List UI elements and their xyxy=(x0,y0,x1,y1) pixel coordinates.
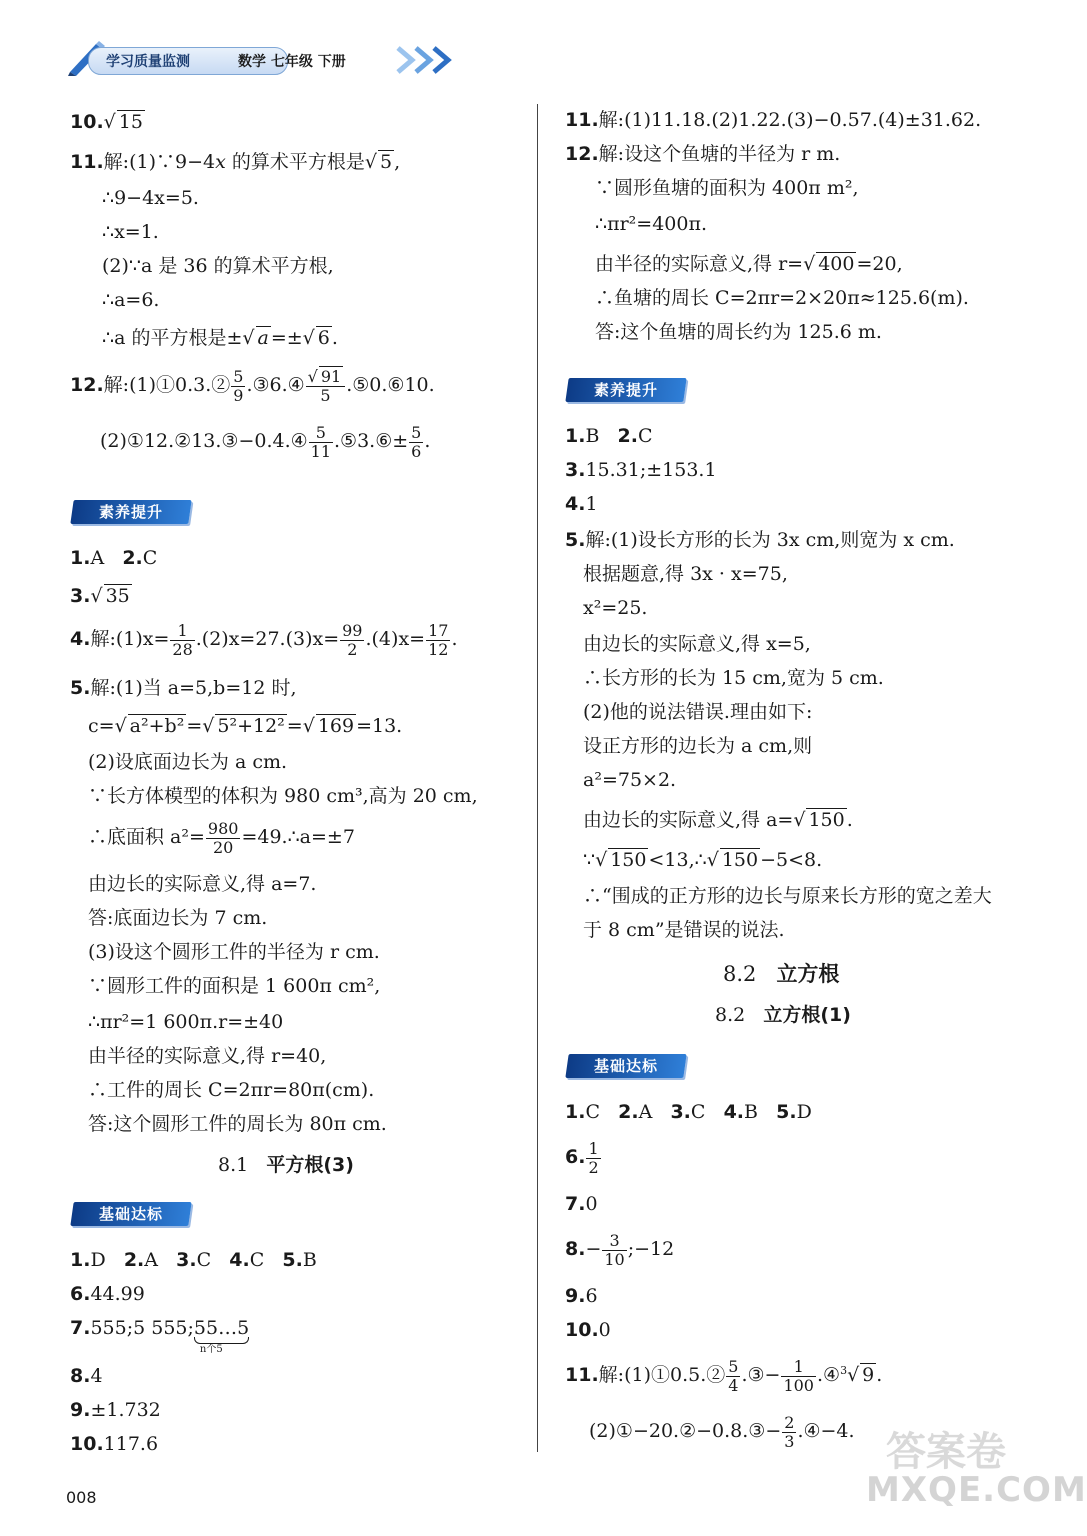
answer-r12-line5: ∴鱼塘的周长 C=2πr=2×20π≈125.6(m). xyxy=(595,287,969,309)
watermark-domain: MXQE.COM xyxy=(866,1470,1087,1510)
answer-rb7: 7.0 xyxy=(565,1193,598,1215)
answer-b9: 9.±1.732 xyxy=(70,1399,161,1421)
answer-b10: 10.117.6 xyxy=(70,1433,159,1455)
section-title-8-2: 8.2 立方根 xyxy=(723,962,840,986)
column-divider xyxy=(537,104,538,1452)
page-number: 008 xyxy=(66,1488,97,1507)
answer-b6: 6.44.99 xyxy=(70,1283,145,1305)
answer-s5-line5: ∴底面积 a²= $\frac{980}{20}$ =49.∴a=±7 xyxy=(88,819,355,857)
answer-rb8: 8.− $\frac{3}{10}$ ;−12 xyxy=(565,1231,675,1269)
watermark xyxy=(866,1420,1087,1530)
chevron-arrows-icon xyxy=(396,46,466,74)
watermark-logo: 答案卷 xyxy=(886,1429,1006,1475)
answer-rb9: 9.6 xyxy=(565,1285,598,1307)
answer-rb11-line2: (2)①−20.②−0.8.③− $\frac{2}{3}$ .④−4. xyxy=(589,1413,855,1451)
answer-s5-line13: 答:这个圆形工件的周长为 80π cm. xyxy=(88,1113,387,1135)
answer-r12-line6: 答:这个鱼塘的周长约为 125.6 m. xyxy=(595,321,882,343)
answer-s3: 3.√ 35 xyxy=(70,585,130,607)
answer-11-line1: 11.解:(1)∵9−4x 的算术平方根是√ 5 , xyxy=(70,151,401,173)
header-subject: 数学 七年级 下册 xyxy=(238,54,346,70)
answer-r12-line4: 由半径的实际意义,得 r=√ 400 =20, xyxy=(595,253,903,275)
answer-s5-line9: ∵圆形工件的面积是 1 600π cm², xyxy=(88,975,381,997)
answer-rs5-line8: a²=75×2. xyxy=(583,769,677,791)
answer-b1-b5: 1.D 2.A 3.C 4.C 5.B xyxy=(70,1249,317,1271)
answer-11-line3: ∴x=1. xyxy=(102,221,159,243)
answer-12-line1: 12.解:(1)①0.3.② $\frac{5}{9}$ .③6.④ $\frac{√ 91}{5}$ .⑤0.⑥10. xyxy=(70,367,435,405)
section-badge-suyang: 素养提升 xyxy=(70,500,191,524)
answer-rb1-rb5: 1.C 2.A 3.C 4.B 5.D xyxy=(565,1101,812,1123)
answer-s5-line3: (2)设底面边长为 a cm. xyxy=(88,751,288,773)
answer-s5-line1: 5.解:(1)当 a=5,b=12 时, xyxy=(70,677,297,699)
answer-12-line2: (2)①12.②13.③−0.4.④ $\frac{5}{11}$ .⑤3.⑥± $\frac{5}{6}$ . xyxy=(100,423,431,461)
answer-rs4: 4.1 xyxy=(565,493,598,515)
answer-rs5-line1: 5.解:(1)设长方形的长为 3x cm,则宽为 x cm. xyxy=(565,529,955,551)
answer-r12-line2: ∵圆形鱼塘的面积为 400π m², xyxy=(595,177,859,199)
answer-r11: 11.解:(1)11.18.(2)1.22.(3)−0.57.(4)±31.62. xyxy=(565,109,982,131)
section-badge-suyang-right: 素养提升 xyxy=(565,378,686,402)
answer-r12-line3: ∴πr²=400π. xyxy=(595,213,707,235)
answer-rs5-line10: ∵√ 150 <13,∴√ 150 −5<8. xyxy=(583,849,823,871)
section-badge-jichu: 基础达标 xyxy=(70,1202,191,1226)
header-title: 学习质量监测 xyxy=(106,54,190,70)
answer-s4: 4.解:(1)x= $\frac{1}{28}$ .(2)x=27.(3)x= $\frac{99}{2}$ .(4)x= $\frac{17}{12}$ . xyxy=(70,621,458,659)
answer-rs5-line12: 于 8 cm”是错误的说法. xyxy=(583,919,785,941)
answer-rs3: 3.15.31;±153.1 xyxy=(565,459,717,481)
answer-11-line6: ∴a 的平方根是±√ a =±√ 6 . xyxy=(102,327,338,349)
answer-rs5-line7: 设正方形的边长为 a cm,则 xyxy=(583,735,813,757)
answer-s5-line4: ∵长方体模型的体积为 980 cm³,高为 20 cm, xyxy=(88,785,478,807)
answer-s5-line2: c=√ a²+b² =√ 5²+12² =√ 169 =13. xyxy=(88,715,403,737)
section-title-8-2-1: 8.2 立方根(1) xyxy=(715,1004,851,1026)
answer-rs5-line4: 由边长的实际意义,得 x=5, xyxy=(583,633,811,655)
answer-rs5-line3: x²=25. xyxy=(583,597,648,619)
answer-rs5-line2: 根据题意,得 3x · x=75, xyxy=(583,563,788,585)
answer-10: 10.√ 15 xyxy=(70,111,143,133)
answer-rb11-line1: 11.解:(1)①0.5.② $\frac{5}{4}$ .③− $\frac{1}{100}$ .④$^3$√ 9 . xyxy=(565,1357,883,1395)
answer-11-line4: (2)∵a 是 36 的算术平方根, xyxy=(102,255,334,277)
answer-s5-line11: 由半径的实际意义,得 r=40, xyxy=(88,1045,327,1067)
answer-s5-line10: ∴πr²=1 600π.r=±40 xyxy=(88,1011,284,1033)
answer-s5-line8: (3)设这个圆形工件的半径为 r cm. xyxy=(88,941,380,963)
section-badge-jichu-right: 基础达标 xyxy=(565,1054,686,1078)
answer-rs5-line11: ∴“围成的正方形的边长与原来长方形的宽之差大 xyxy=(583,885,992,907)
answer-s5-line7: 答:底面边长为 7 cm. xyxy=(88,907,268,929)
answer-s5-line6: 由边长的实际意义,得 a=7. xyxy=(88,873,317,895)
answer-r12-line1: 12.解:设这个鱼塘的半径为 r m. xyxy=(565,143,841,165)
answer-s1-s2: 1.A 2.C xyxy=(70,547,158,569)
answer-rb10: 10.0 xyxy=(565,1319,611,1341)
answer-rs5-line5: ∴长方形的长为 15 cm,宽为 5 cm. xyxy=(583,667,884,689)
answer-rb6: 6. $\frac{1}{2}$ xyxy=(565,1139,599,1177)
answer-s5-line12: ∴工件的周长 C=2πr=80π(cm). xyxy=(88,1079,375,1101)
page-header xyxy=(66,40,466,80)
answer-rs5-line6: (2)他的说法错误.理由如下: xyxy=(583,701,813,723)
answer-rs1-rs2: 1.B 2.C xyxy=(565,425,653,447)
answer-b7: 7.555;5 555;55…5 n个5 xyxy=(70,1317,250,1355)
answer-rs5-line9: 由边长的实际意义,得 a=√ 150 . xyxy=(583,809,853,831)
answer-11-line5: ∴a=6. xyxy=(102,289,160,311)
answer-b8: 8.4 xyxy=(70,1365,103,1387)
section-title-8-1-3: 8.1 平方根(3) xyxy=(218,1154,354,1176)
answer-11-line2: ∴9−4x=5. xyxy=(102,187,199,209)
